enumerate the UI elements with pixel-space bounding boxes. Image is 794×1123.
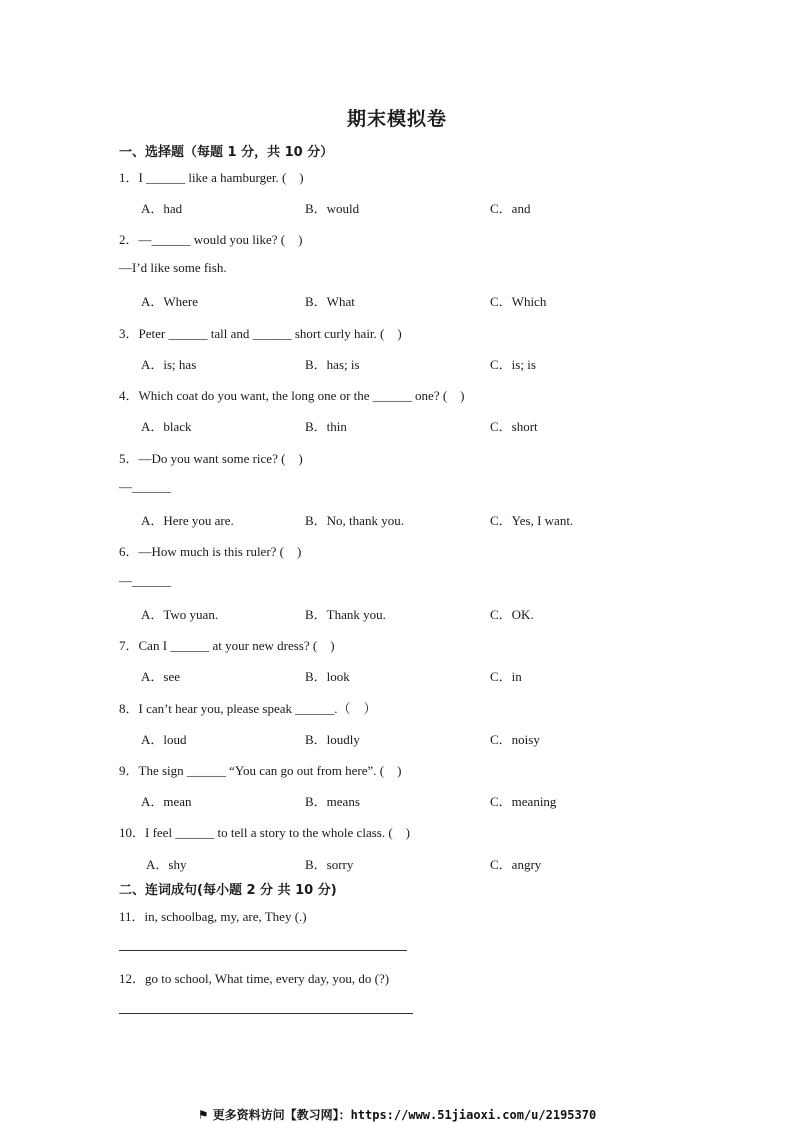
- option-c: C．angry: [490, 857, 542, 872]
- option-b: B．has; is: [305, 357, 360, 372]
- question-stem: 3．Peter ______ tall and ______ short curly hair. ( ): [119, 326, 402, 341]
- option-a: A．Here you are.: [141, 513, 234, 528]
- answer-line: [119, 1013, 413, 1014]
- option-b: B．thin: [305, 419, 347, 434]
- section-heading-choice: 一、选择题（每题 1 分，共 10 分）: [119, 145, 334, 160]
- option-a: A．mean: [141, 794, 192, 809]
- option-b: B．would: [305, 201, 360, 216]
- option-b: B．loudly: [305, 732, 360, 747]
- answer-line: [119, 950, 407, 951]
- question-dialogue: —______: [119, 573, 171, 588]
- option-b: B．No, thank you.: [305, 513, 404, 528]
- question-stem: 2．—______ would you like? ( ): [119, 232, 303, 247]
- question-stem: 6．—How much is this ruler? ( ): [119, 544, 302, 559]
- footer-link-text[interactable]: 更多资料访问【教习网】：https://www.51jiaoxi.com/u/2195370: [212, 1108, 597, 1122]
- question-stem: 8．I can’t hear you, please speak ______.（ ）: [119, 701, 377, 716]
- page-title: 期末模拟卷: [346, 108, 447, 130]
- question-dialogue: —______: [119, 479, 171, 494]
- option-b: B．means: [305, 794, 360, 809]
- option-c: C．meaning: [490, 794, 557, 809]
- option-a: A．Two yuan.: [141, 607, 219, 622]
- option-b: B．look: [305, 669, 350, 684]
- question-stem: 9．The sign ______ “You can go out from here”. ( ): [119, 763, 402, 778]
- option-b: B．Thank you.: [305, 607, 386, 622]
- option-c: C．in: [490, 669, 522, 684]
- question-stem: 10．I feel ______ to tell a story to the whole class. ( ): [119, 825, 410, 840]
- option-a: A．Where: [141, 294, 199, 309]
- question-stem: 7．Can I ______ at your new dress? ( ): [119, 638, 335, 653]
- footer: [0, 1106, 794, 1123]
- option-a: A．black: [141, 419, 192, 434]
- option-a: A．shy: [146, 857, 187, 872]
- option-b: B．sorry: [305, 857, 354, 872]
- question-stem: 1．I ______ like a hamburger. ( ): [119, 170, 304, 185]
- option-a: A．loud: [141, 732, 187, 747]
- option-a: A．had: [141, 201, 183, 216]
- option-c: C．short: [490, 419, 538, 434]
- option-c: C．Which: [490, 294, 547, 309]
- section-heading-sentence: 二、连词成句(每小题 2 分 共 10 分): [119, 883, 337, 898]
- option-b: B．What: [305, 294, 355, 309]
- option-a: A．is; has: [141, 357, 197, 372]
- option-a: A．see: [141, 669, 180, 684]
- question-stem: 12．go to school, What time, every day, you, do (?): [119, 971, 390, 986]
- question-stem: 4．Which coat do you want, the long one or the ______ one? ( ): [119, 388, 465, 403]
- option-c: C．is; is: [490, 357, 536, 372]
- option-c: C．and: [490, 201, 531, 216]
- question-stem: 5．—Do you want some rice? ( ): [119, 451, 303, 466]
- option-c: C．noisy: [490, 732, 540, 747]
- flag-icon: ⚑: [197, 1108, 209, 1122]
- option-c: C．Yes, I want.: [490, 513, 574, 528]
- option-c: C．OK.: [490, 607, 534, 622]
- question-dialogue: —I’d like some fish.: [119, 260, 227, 275]
- question-stem: 11．in, schoolbag, my, are, They (.): [119, 909, 307, 924]
